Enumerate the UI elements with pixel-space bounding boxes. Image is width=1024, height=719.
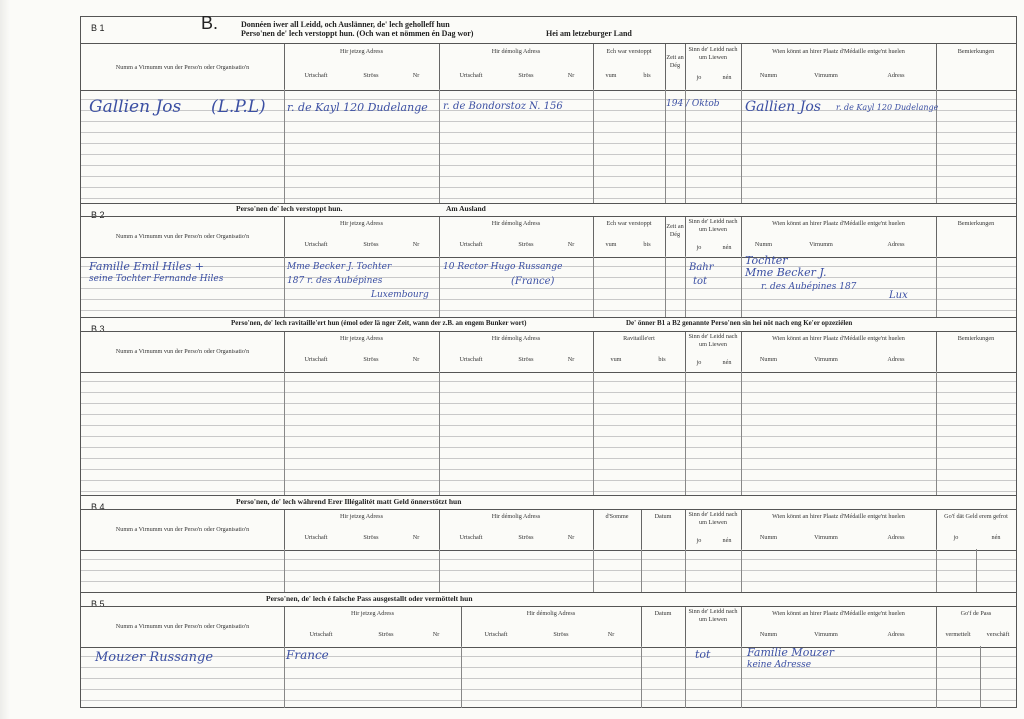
- entries-b4: [81, 549, 1016, 593]
- hand-b5-medal1: Familie Mouzer: [747, 646, 834, 659]
- section-b1: [81, 13, 1016, 203]
- hand-b2-medal1: Tochter: [745, 254, 788, 267]
- col-street2-b5: Ströss: [553, 631, 569, 638]
- col-current-addr: Hir jetzeg Adress: [340, 48, 383, 55]
- section-b5: [81, 592, 1016, 708]
- header-b2: [81, 216, 1016, 258]
- col-time: Zeit an Dég: [666, 54, 684, 69]
- hand-b1-name: Gallien Jos: [89, 97, 182, 117]
- hand-b1-former: r. de Bondorstoz N. 156: [443, 101, 563, 112]
- col-nr-b4: Nr: [412, 534, 420, 541]
- col-no-b2: nén: [722, 244, 732, 251]
- section-b3: [81, 317, 1016, 496]
- col-yes-b2: jo: [696, 244, 702, 251]
- col-nr-b3: Nr: [412, 356, 420, 363]
- col-former-b5: Hir démolig Adress: [526, 610, 576, 617]
- col-street2: Ströss: [518, 72, 534, 79]
- hand-b2-alive1: Bahr: [689, 262, 714, 273]
- col-until-b2: bis: [643, 241, 651, 248]
- section-code-b2: B 2: [91, 210, 105, 220]
- col-medal-b2: Wien könnt an hirer Plaatz d'Médaille entge'nt huelen: [772, 220, 905, 227]
- col-street2-b2: Ströss: [518, 241, 534, 248]
- hand-b2-current3: Luxembourg: [371, 290, 429, 300]
- section-code-b4: B 4: [91, 502, 105, 512]
- col-sense-b5: Sinn de' Leidd nach um Liewen: [688, 608, 738, 623]
- col-until: bis: [643, 72, 651, 79]
- col-maddr-b4: Adress: [887, 534, 905, 541]
- col-street: Ströss: [363, 72, 379, 79]
- col-former-b4: Hir démolig Adress: [491, 513, 541, 520]
- hand-b1-medal: Gallien Jos: [745, 99, 821, 115]
- form-title-line1: Donnéen iwer all Leidd, och Auslänner, de' lech geholleff hun: [241, 20, 450, 29]
- header-b3: [81, 331, 1016, 373]
- col-no2-b4: nén: [991, 534, 1001, 541]
- section-b2: [81, 203, 1016, 318]
- col-date-b5: Datum: [654, 610, 672, 617]
- col-mname-b3: Numm: [759, 356, 778, 363]
- form-letter: B.: [201, 13, 219, 33]
- col-remarks-b2: Bemierkungen: [957, 220, 995, 227]
- entries-b5: [81, 646, 1016, 708]
- header-b5: [81, 606, 1016, 648]
- col-sense-b2: Sinn de' Leidd nach um Liewen: [688, 218, 738, 233]
- hand-b1-medal-addr: r. de Kayl 120 Dudelange: [836, 103, 939, 112]
- hand-b2-medal3: r. des Aubépines 187: [761, 282, 857, 292]
- col-sense-b3: Sinn de' Leidd nach um Liewen: [688, 333, 738, 348]
- col-mname-b2: Numm: [754, 241, 773, 248]
- col-medal-b4: Wien könnt an hirer Plaatz d'Médaille entge'nt huelen: [772, 513, 905, 520]
- hand-b2-alive2: tot: [693, 276, 708, 287]
- section-title-b3: Perso'nen, de' lech ravitaille'ert hun (émol oder lä nger Zeit, wann der z.B. an engem Bunker wort): [231, 319, 527, 327]
- col-medal-name: Numm: [759, 72, 778, 79]
- col-from-b3: vum: [610, 356, 622, 363]
- col-sense-b4: Sinn de' Leidd nach um Liewen: [688, 511, 738, 526]
- col-former-b2: Hir démolig Adress: [491, 220, 541, 227]
- entries-b3: [81, 371, 1016, 496]
- section-title-b4: Perso'nen, de' lech während Erer Illégalitét matt Geld önnerstötzt hun: [236, 497, 462, 506]
- col-place-b4: Urtschaft: [304, 534, 328, 541]
- col-time-b2: Zeit an Dég: [666, 223, 684, 238]
- col-former-b3: Hir démolig Adress: [491, 335, 541, 342]
- col-yes2-b4: jo: [953, 534, 959, 541]
- section-code-b1: B 1: [91, 23, 105, 33]
- col-mfirst-b4: Virnumm: [814, 534, 838, 541]
- col-place-b2: Urtschaft: [304, 241, 328, 248]
- col-moneyback-b4: Go'f dät Geld erem gefrot: [944, 513, 1008, 520]
- form-title-land: Hei am letzeburger Land: [546, 29, 632, 38]
- col-no: nén: [722, 74, 732, 81]
- col-mfirst-b5: Virnumm: [814, 631, 838, 638]
- form-title-line2: Perso'nen de' lech verstoppt hun. (Och wan et nömmen én Dag wor): [241, 29, 474, 38]
- hand-b1-current: r. de Kayl 120 Dudelange: [287, 101, 428, 114]
- col-given-b5: vermettelt: [945, 631, 971, 638]
- col-no-b4: nén: [722, 537, 732, 544]
- col-yes-b4: jo: [696, 537, 702, 544]
- hand-b2-medal4: Lux: [889, 290, 908, 301]
- col-place-b3: Urtschaft: [304, 356, 328, 363]
- col-current-b3: Hir jetzeg Adress: [340, 335, 383, 342]
- entries-b1: [81, 89, 1016, 203]
- hand-b2-former1: 10 Rector Hugo Russange: [443, 262, 563, 272]
- col-mname-b5: Numm: [759, 631, 778, 638]
- col-sense: Sinn de' Leidd nach um Liewen: [688, 46, 738, 61]
- col-supplied-b3: Ravitaille'ert: [623, 335, 655, 342]
- col-yes: jo: [696, 74, 702, 81]
- col-maddr-b2: Adress: [887, 241, 905, 248]
- hand-b2-name1: Famille Emil Hiles +: [89, 260, 204, 273]
- section-land-b2: Am Ausland: [446, 204, 486, 213]
- section-code-b5: B 5: [91, 599, 105, 609]
- section-title-b5: Perso'nen, de' lech é falsche Pass ausgestallt oder vermöttelt hun: [266, 594, 473, 603]
- col-medal-first: Virnumm: [814, 72, 838, 79]
- col-no-b3: nén: [722, 359, 732, 366]
- col-name-b5: Numm a Virnumm vun der Perso'n oder Organisatio'n: [115, 623, 250, 630]
- col-nr2-b4: Nr: [567, 534, 575, 541]
- col-issued-b5: verschäft: [986, 631, 1010, 638]
- col-street-b5: Ströss: [378, 631, 394, 638]
- col-current-b5: Hir jetzeg Adress: [351, 610, 394, 617]
- col-nr-b2: Nr: [412, 241, 420, 248]
- col-mfirst-b2: Virnumm: [809, 241, 833, 248]
- col-street2-b3: Ströss: [518, 356, 534, 363]
- col-nr: Nr: [412, 72, 420, 79]
- col-date-b4: Datum: [654, 513, 672, 520]
- col-from-b2: vum: [605, 241, 617, 248]
- col-place-b5: Urtschaft: [309, 631, 333, 638]
- hand-b5-medal2: keine Adresse: [747, 660, 812, 670]
- header-b1: [81, 43, 1016, 91]
- hand-b1-org: (L.P.L): [211, 97, 266, 117]
- hand-b5-former: France: [286, 648, 329, 662]
- entries-b2: [81, 256, 1016, 318]
- col-yes-b3: jo: [696, 359, 702, 366]
- hand-b2-medal2: Mme Becker J.: [745, 266, 827, 279]
- col-place2: Urtschaft: [459, 72, 483, 79]
- col-remarks: Bemierkungen: [957, 48, 995, 55]
- col-name: Numm a Virnumm vun der Perso'n oder Organisatio'n: [115, 64, 250, 71]
- col-medal-addr: Adress: [887, 72, 905, 79]
- col-nr2-b2: Nr: [567, 241, 575, 248]
- col-current-b4: Hir jetzeg Adress: [340, 513, 383, 520]
- hand-b2-former2: (France): [511, 276, 555, 287]
- section-code-b3: B 3: [91, 324, 105, 334]
- col-place2-b5: Urtschaft: [484, 631, 508, 638]
- col-medal: Wien könnt an hirer Plaatz d'Médaille entge'nt huelen: [772, 48, 905, 55]
- hand-b5-name: Mouzer Russange: [95, 650, 214, 665]
- col-name-b3: Numm a Virnumm vun der Perso'n oder Organisatio'n: [115, 348, 250, 355]
- col-hidden-b2: Ech war verstoppt: [606, 220, 652, 227]
- col-name-b2: Numm a Virnumm vun der Perso'n oder Organisatio'n: [115, 233, 250, 240]
- form-sheet: [80, 13, 1017, 708]
- col-sum-b4: d'Somme: [605, 513, 629, 520]
- hand-b1-days: 194 / Oktob: [666, 99, 720, 109]
- col-mfirst-b3: Virnumm: [814, 356, 838, 363]
- col-pass-b5: Go'f de Pass: [960, 610, 992, 617]
- col-place2-b3: Urtschaft: [459, 356, 483, 363]
- col-mname-b4: Numm: [759, 534, 778, 541]
- col-former-addr: Hir démolig Adress: [491, 48, 541, 55]
- hand-b5-alive: tot: [695, 648, 711, 661]
- col-medal-b5: Wien könnt an hirer Plaatz d'Médaille entge'nt huelen: [772, 610, 905, 617]
- section-b4: [81, 495, 1016, 593]
- col-street-b4: Ströss: [363, 534, 379, 541]
- col-nr-b5: Nr: [432, 631, 440, 638]
- col-current-b2: Hir jetzeg Adress: [340, 220, 383, 227]
- col-medal-b3: Wien könnt an hirer Plaatz d'Médaille entge'nt huelen: [772, 335, 905, 342]
- col-place2-b4: Urtschaft: [459, 534, 483, 541]
- col-street-b2: Ströss: [363, 241, 379, 248]
- header-b4: [81, 509, 1016, 551]
- col-name-b4: Numm a Virnumm vun der Perso'n oder Organisatio'n: [115, 526, 250, 533]
- col-remarks-b3: Bemierkungen: [957, 335, 995, 342]
- col-place2-b2: Urtschaft: [459, 241, 483, 248]
- col-maddr-b5: Adress: [887, 631, 905, 638]
- col-nr2: Nr: [567, 72, 575, 79]
- col-until-b3: bis: [658, 356, 666, 363]
- hand-b2-current2: 187 r. des Aubépines: [287, 276, 383, 286]
- col-maddr-b3: Adress: [887, 356, 905, 363]
- hand-b2-current1: Mme Becker J. Tochter: [287, 262, 392, 272]
- hand-b2-name2: seine Tochter Fernande Hiles: [89, 274, 224, 284]
- col-place: Urtschaft: [304, 72, 328, 79]
- col-nr2-b5: Nr: [607, 631, 615, 638]
- col-street-b3: Ströss: [363, 356, 379, 363]
- section-note-b3: De' önner B1 a B2 genannte Perso'nen sin hei nöt nach eng Ke'er opzeziélen: [626, 319, 853, 327]
- section-title-b2: Perso'nen de' lech verstoppt hun.: [236, 204, 343, 213]
- col-from: vum: [605, 72, 617, 79]
- col-hidden: Ech war verstoppt: [606, 48, 652, 55]
- col-street2-b4: Ströss: [518, 534, 534, 541]
- col-nr2-b3: Nr: [567, 356, 575, 363]
